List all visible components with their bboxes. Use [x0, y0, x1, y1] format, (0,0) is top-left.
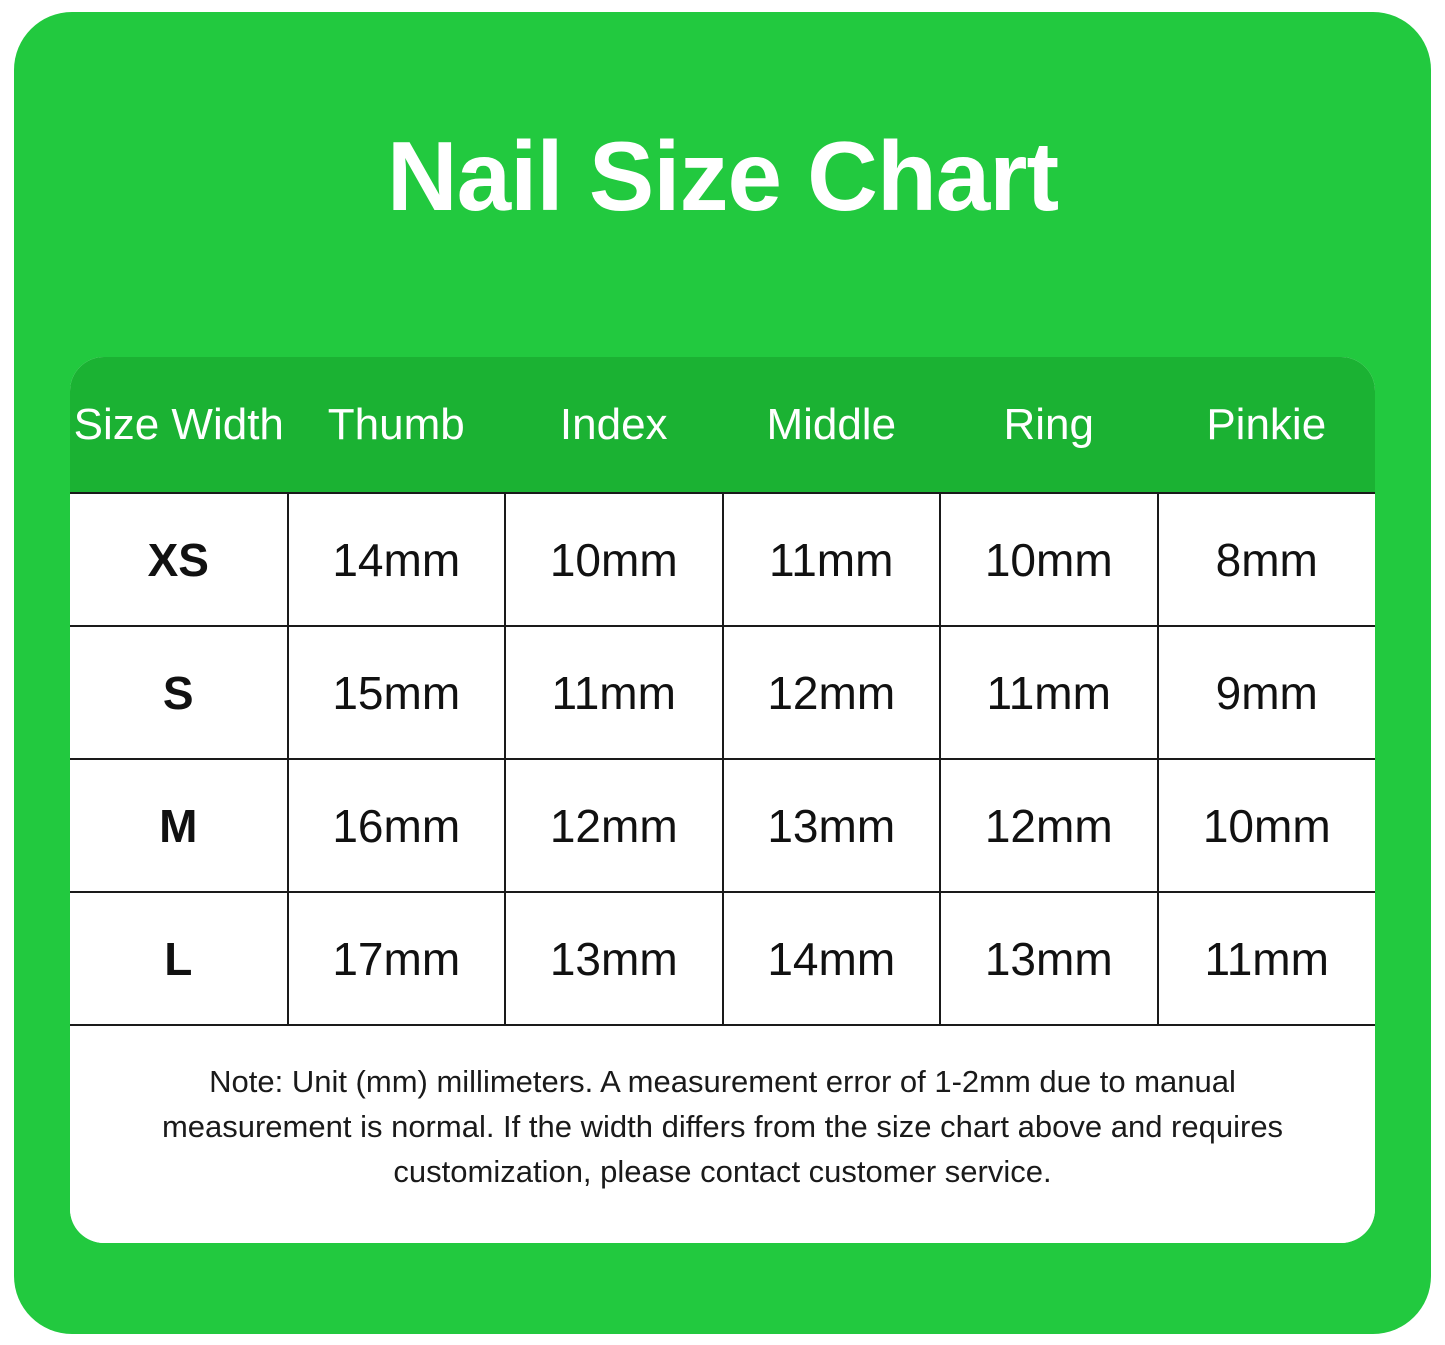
size-table — [70, 357, 1375, 1243]
cell-middle: 12mm — [723, 626, 941, 759]
cell-middle: 14mm — [723, 892, 941, 1025]
cell-size: M — [70, 759, 288, 892]
table-row — [70, 626, 1375, 759]
cell-ring: 12mm — [940, 759, 1158, 892]
cell-pinkie: 11mm — [1158, 892, 1376, 1025]
cell-thumb: 16mm — [288, 759, 506, 892]
cell-thumb: 15mm — [288, 626, 506, 759]
cell-thumb: 17mm — [288, 892, 506, 1025]
table-header-row — [70, 357, 1375, 493]
cell-ring: 10mm — [940, 493, 1158, 626]
size-table-container — [70, 357, 1375, 1243]
note-cell — [70, 1025, 1375, 1243]
nail-size-chart-card — [14, 12, 1431, 1334]
cell-middle: 13mm — [723, 759, 941, 892]
column-header-index: Index — [505, 357, 723, 493]
cell-ring: 13mm — [940, 892, 1158, 1025]
table-header — [70, 357, 1375, 493]
cell-index: 10mm — [505, 493, 723, 626]
column-header-size-width: Size Width — [70, 357, 288, 493]
cell-pinkie: 9mm — [1158, 626, 1376, 759]
cell-size: L — [70, 892, 288, 1025]
page-title: Nail Size Chart — [386, 121, 1059, 231]
table-row — [70, 892, 1375, 1025]
cell-size: XS — [70, 493, 288, 626]
table-note-row — [70, 1025, 1375, 1243]
column-header-thumb: Thumb — [288, 357, 506, 493]
cell-pinkie: 10mm — [1158, 759, 1376, 892]
column-header-middle: Middle — [723, 357, 941, 493]
cell-size: S — [70, 626, 288, 759]
cell-index: 13mm — [505, 892, 723, 1025]
cell-index: 11mm — [505, 626, 723, 759]
table-row — [70, 493, 1375, 626]
cell-ring: 11mm — [940, 626, 1158, 759]
column-header-pinkie: Pinkie — [1158, 357, 1376, 493]
cell-pinkie: 8mm — [1158, 493, 1376, 626]
cell-middle: 11mm — [723, 493, 941, 626]
cell-thumb: 14mm — [288, 493, 506, 626]
table-body — [70, 493, 1375, 1243]
column-header-ring: Ring — [940, 357, 1158, 493]
table-row — [70, 759, 1375, 892]
measurement-note: Note: Unit (mm) millimeters. A measurement error of 1-2mm due to manual measurement is normal. If the width differs from the size chart above and requires customization, please contact customer service. — [161, 1064, 1284, 1189]
cell-index: 12mm — [505, 759, 723, 892]
